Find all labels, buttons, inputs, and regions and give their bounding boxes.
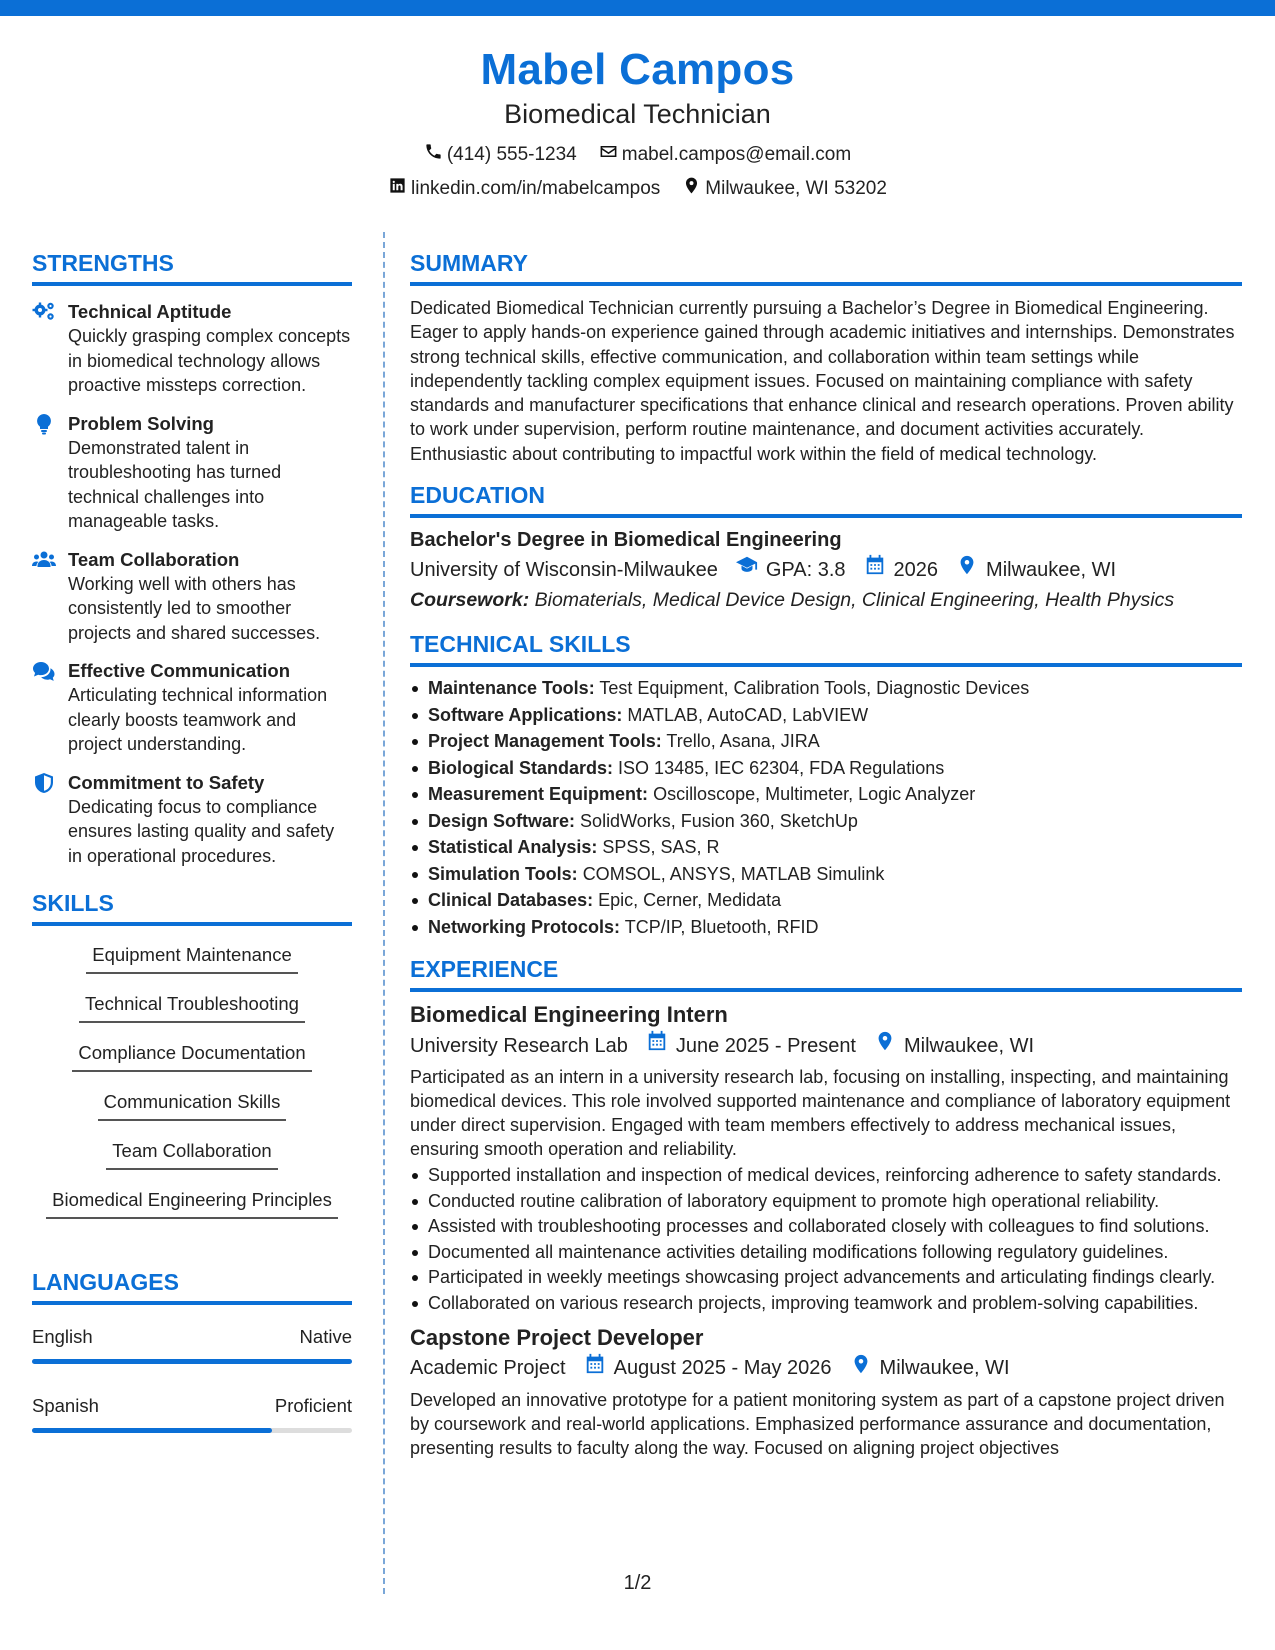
job-meta	[410, 1030, 1242, 1061]
coursework	[410, 585, 1242, 615]
technical-skill-item	[410, 702, 1242, 729]
degree-title: Bachelor's Degree in Biomedical Engineering	[410, 529, 842, 552]
phone-contact[interactable]	[424, 142, 577, 168]
strength-title: Effective Communication	[68, 660, 291, 681]
gears-icon	[32, 300, 56, 398]
skill-category: Software Applications:	[428, 704, 623, 725]
skill-values: Oscilloscope, Multimeter, Logic Analyzer	[653, 784, 976, 805]
skill-category: Maintenance Tools:	[428, 678, 595, 699]
job-bullets	[410, 1163, 1242, 1315]
education-heading: EDUCATION	[410, 480, 1242, 518]
strength-item	[32, 300, 352, 398]
language-item	[32, 1394, 352, 1433]
language-level: Proficient	[274, 1395, 352, 1416]
map-pin-icon	[682, 176, 701, 202]
year-item	[864, 554, 939, 585]
contact-row	[0, 142, 1275, 168]
job-location-item	[850, 1353, 1010, 1384]
job-org: Academic Project	[410, 1357, 566, 1380]
technical-skill-item	[410, 887, 1242, 914]
skill-category: Measurement Equipment:	[428, 784, 649, 805]
language-proficiency-fill	[32, 1428, 272, 1433]
job-bullet: Collaborated on various research projects, improving teamwork and problem-solving capabilities.	[410, 1291, 1242, 1315]
language-name: Spanish	[32, 1395, 99, 1416]
job-bullet: Participated in weekly meetings showcasing project advancements and articulating findings clearly.	[410, 1265, 1242, 1289]
strength-item	[32, 771, 352, 869]
coursework-label: Coursework:	[410, 589, 530, 612]
job-dates-item	[584, 1353, 832, 1384]
gpa-text: GPA: 3.8	[765, 558, 846, 581]
strength-desc: Demonstrated talent in troubleshooting has turned technical challenges into manageable tasks.	[68, 437, 282, 531]
job-dates-item	[646, 1030, 856, 1061]
technical-skill-item	[410, 728, 1242, 755]
resume-header	[0, 44, 1275, 202]
column-divider	[383, 232, 385, 1594]
gpa-item	[736, 554, 846, 585]
location-text: Milwaukee, WI 53202	[705, 178, 887, 199]
job-description: Participated as an intern in a university research lab, focusing on installing, inspecting, and maintaining biomedical devices. This role involved supported maintenance and compliance of laboratory equipment under direct supervision. Engaged with team members effectively to address mechanical issues, ensuring smooth operation and reliability.	[410, 1067, 1231, 1160]
technical-skill-item	[410, 675, 1242, 702]
strength-item	[32, 548, 352, 646]
lightbulb-icon	[32, 412, 56, 534]
skill-item: Equipment Maintenance	[86, 936, 298, 974]
graduation-year: 2026	[893, 558, 939, 581]
strength-desc: Dedicating focus to compliance ensures lasting quality and safety in operational procedures.	[68, 796, 335, 866]
skill-category: Design Software:	[428, 810, 576, 831]
strength-item	[32, 659, 352, 757]
location-contact	[682, 176, 887, 202]
job-meta	[410, 1353, 1242, 1384]
skill-values: Epic, Cerner, Medidata	[598, 890, 782, 911]
skill-category: Networking Protocols:	[428, 916, 621, 937]
skill-category: Project Management Tools:	[428, 731, 662, 752]
skill-values: Test Equipment, Calibration Tools, Diagnostic Devices	[599, 678, 1030, 699]
graduation-cap-icon	[736, 554, 758, 585]
skills-list	[32, 926, 352, 1219]
summary-text: Dedicated Biomedical Technician currently pursuing a Bachelor’s Degree in Biomedical Engineering. Eager to apply hands-on experience gained through academic initiatives and internships. Demonstrates strong technical skills, effective communication, and collaboration within team settings while independently tackling complex equipment issues. Focused on maintaining compliance with safety standards and manufacturer specifications that enhance clinical and research operations. Proven ability to work under supervision, perform routine maintenance, and document activities accurately. Enthusiastic about contributing to impactful work within the field of medical technology.	[410, 298, 1235, 464]
strength-item	[32, 412, 352, 534]
skills-heading: SKILLS	[32, 888, 352, 926]
skill-values: COMSOL, ANSYS, MATLAB Simulink	[582, 863, 885, 884]
job-dates: August 2025 - May 2026	[613, 1357, 832, 1380]
skill-values: TCP/IP, Bluetooth, RFID	[624, 916, 819, 937]
skill-values: SolidWorks, Fusion 360, SketchUp	[580, 810, 858, 831]
candidate-name: Mabel Campos	[480, 45, 795, 94]
linkedin-text: linkedin.com/in/mabelcampos	[411, 178, 661, 199]
skill-category: Biological Standards:	[428, 757, 614, 778]
strength-title: Commitment to Safety	[68, 771, 265, 793]
skill-values: ISO 13485, IEC 62304, FDA Regulations	[618, 757, 945, 778]
education-location-item	[956, 554, 1116, 585]
strength-desc: Quickly grasping complex concepts in biomedical technology allows proactive missteps correction.	[68, 326, 351, 395]
skill-item: Technical Troubleshooting	[79, 985, 305, 1023]
skill-item: Compliance Documentation	[72, 1034, 311, 1072]
skill-category: Statistical Analysis:	[428, 837, 598, 858]
job-bullet: Assisted with troubleshooting processes and collaborated closely with colleagues to find solutions.	[410, 1214, 1242, 1238]
education-meta	[410, 554, 1242, 585]
job-dates: June 2025 - Present	[675, 1034, 856, 1057]
job-description: Developed an innovative prototype for a patient monitoring system as part of a capstone project driven by coursework and real-world applications. Emphasized performance assurance and documentation, presenting results to faculty along the way. Focused on aligning project objectives	[410, 1389, 1225, 1458]
map-pin-icon	[850, 1353, 872, 1384]
skill-item: Team Collaboration	[106, 1132, 277, 1170]
calendar-icon	[864, 554, 886, 585]
calendar-icon	[584, 1353, 606, 1384]
strengths-heading: STRENGTHS	[32, 248, 352, 286]
job-bullet: Conducted routine calibration of laboratory equipment to promote high operational reliability.	[410, 1189, 1242, 1213]
candidate-title: Biomedical Technician	[504, 99, 771, 129]
technical-skills-heading: TECHNICAL SKILLS	[410, 629, 1242, 667]
summary-heading: SUMMARY	[410, 248, 1242, 286]
top-accent-bar	[0, 0, 1275, 16]
language-name: English	[32, 1326, 93, 1347]
language-proficiency-fill	[32, 1359, 352, 1364]
phone-icon	[424, 142, 443, 168]
email-contact[interactable]	[599, 142, 851, 168]
strength-desc: Working well with others has consistently led to smoother projects and shared successes.	[68, 573, 321, 643]
email-text: mabel.campos@email.com	[621, 144, 852, 165]
job-org: University Research Lab	[410, 1034, 628, 1057]
strength-title: Technical Aptitude	[68, 301, 232, 322]
strength-title: Problem Solving	[68, 412, 214, 434]
left-column	[32, 248, 352, 1433]
page-number: 1/2	[623, 1572, 652, 1594]
language-level: Native	[299, 1326, 352, 1347]
language-proficiency-bar	[32, 1359, 352, 1364]
job-title: Biomedical Engineering Intern	[410, 1002, 728, 1028]
envelope-icon	[599, 142, 618, 168]
right-column	[410, 248, 1242, 1460]
skill-category: Clinical Databases:	[428, 890, 594, 911]
technical-skill-item	[410, 861, 1242, 888]
school-name: University of Wisconsin-Milwaukee	[410, 558, 718, 581]
job-title: Capstone Project Developer	[410, 1324, 704, 1350]
skill-item: Communication Skills	[98, 1083, 287, 1121]
contact-row	[0, 176, 1275, 202]
strength-title: Team Collaboration	[68, 548, 240, 570]
education-location: Milwaukee, WI	[986, 558, 1117, 581]
skill-values: Trello, Asana, JIRA	[666, 731, 820, 752]
languages-heading: LANGUAGES	[32, 1267, 352, 1305]
technical-skill-item	[410, 834, 1242, 861]
job-bullet: Documented all maintenance activities detailing modifications following regulatory guidelines.	[410, 1240, 1242, 1264]
skill-values: MATLAB, AutoCAD, LabVIEW	[627, 704, 869, 725]
language-item	[32, 1325, 352, 1364]
technical-skills-list	[410, 675, 1242, 940]
skill-item: Biomedical Engineering Principles	[46, 1181, 338, 1219]
map-pin-icon	[956, 554, 978, 585]
experience-heading: EXPERIENCE	[410, 954, 1242, 992]
technical-skill-item	[410, 755, 1242, 782]
job-location: Milwaukee, WI	[879, 1357, 1010, 1380]
linkedin-icon	[388, 176, 407, 202]
job-bullet: Supported installation and inspection of medical devices, reinforcing adherence to safety standards.	[410, 1163, 1242, 1187]
job-entry	[410, 1000, 1242, 1315]
linkedin-contact[interactable]	[388, 176, 660, 202]
technical-skill-item	[410, 914, 1242, 941]
calendar-icon	[646, 1030, 668, 1061]
job-location-item	[874, 1030, 1034, 1061]
phone-text: (414) 555-1234	[446, 144, 577, 165]
comments-icon	[32, 659, 56, 757]
map-pin-icon	[874, 1030, 896, 1061]
technical-skill-item	[410, 808, 1242, 835]
language-proficiency-bar	[32, 1428, 352, 1433]
strength-desc: Articulating technical information clearly boosts teamwork and project understanding.	[68, 685, 328, 754]
coursework-list: Biomaterials, Medical Device Design, Clinical Engineering, Health Physics	[534, 589, 1175, 612]
skill-values: SPSS, SAS, R	[602, 837, 720, 858]
job-entry	[410, 1323, 1242, 1460]
job-location: Milwaukee, WI	[904, 1034, 1035, 1057]
skill-category: Simulation Tools:	[428, 863, 578, 884]
shield-icon	[32, 771, 56, 869]
technical-skill-item	[410, 781, 1242, 808]
users-icon	[32, 548, 56, 646]
